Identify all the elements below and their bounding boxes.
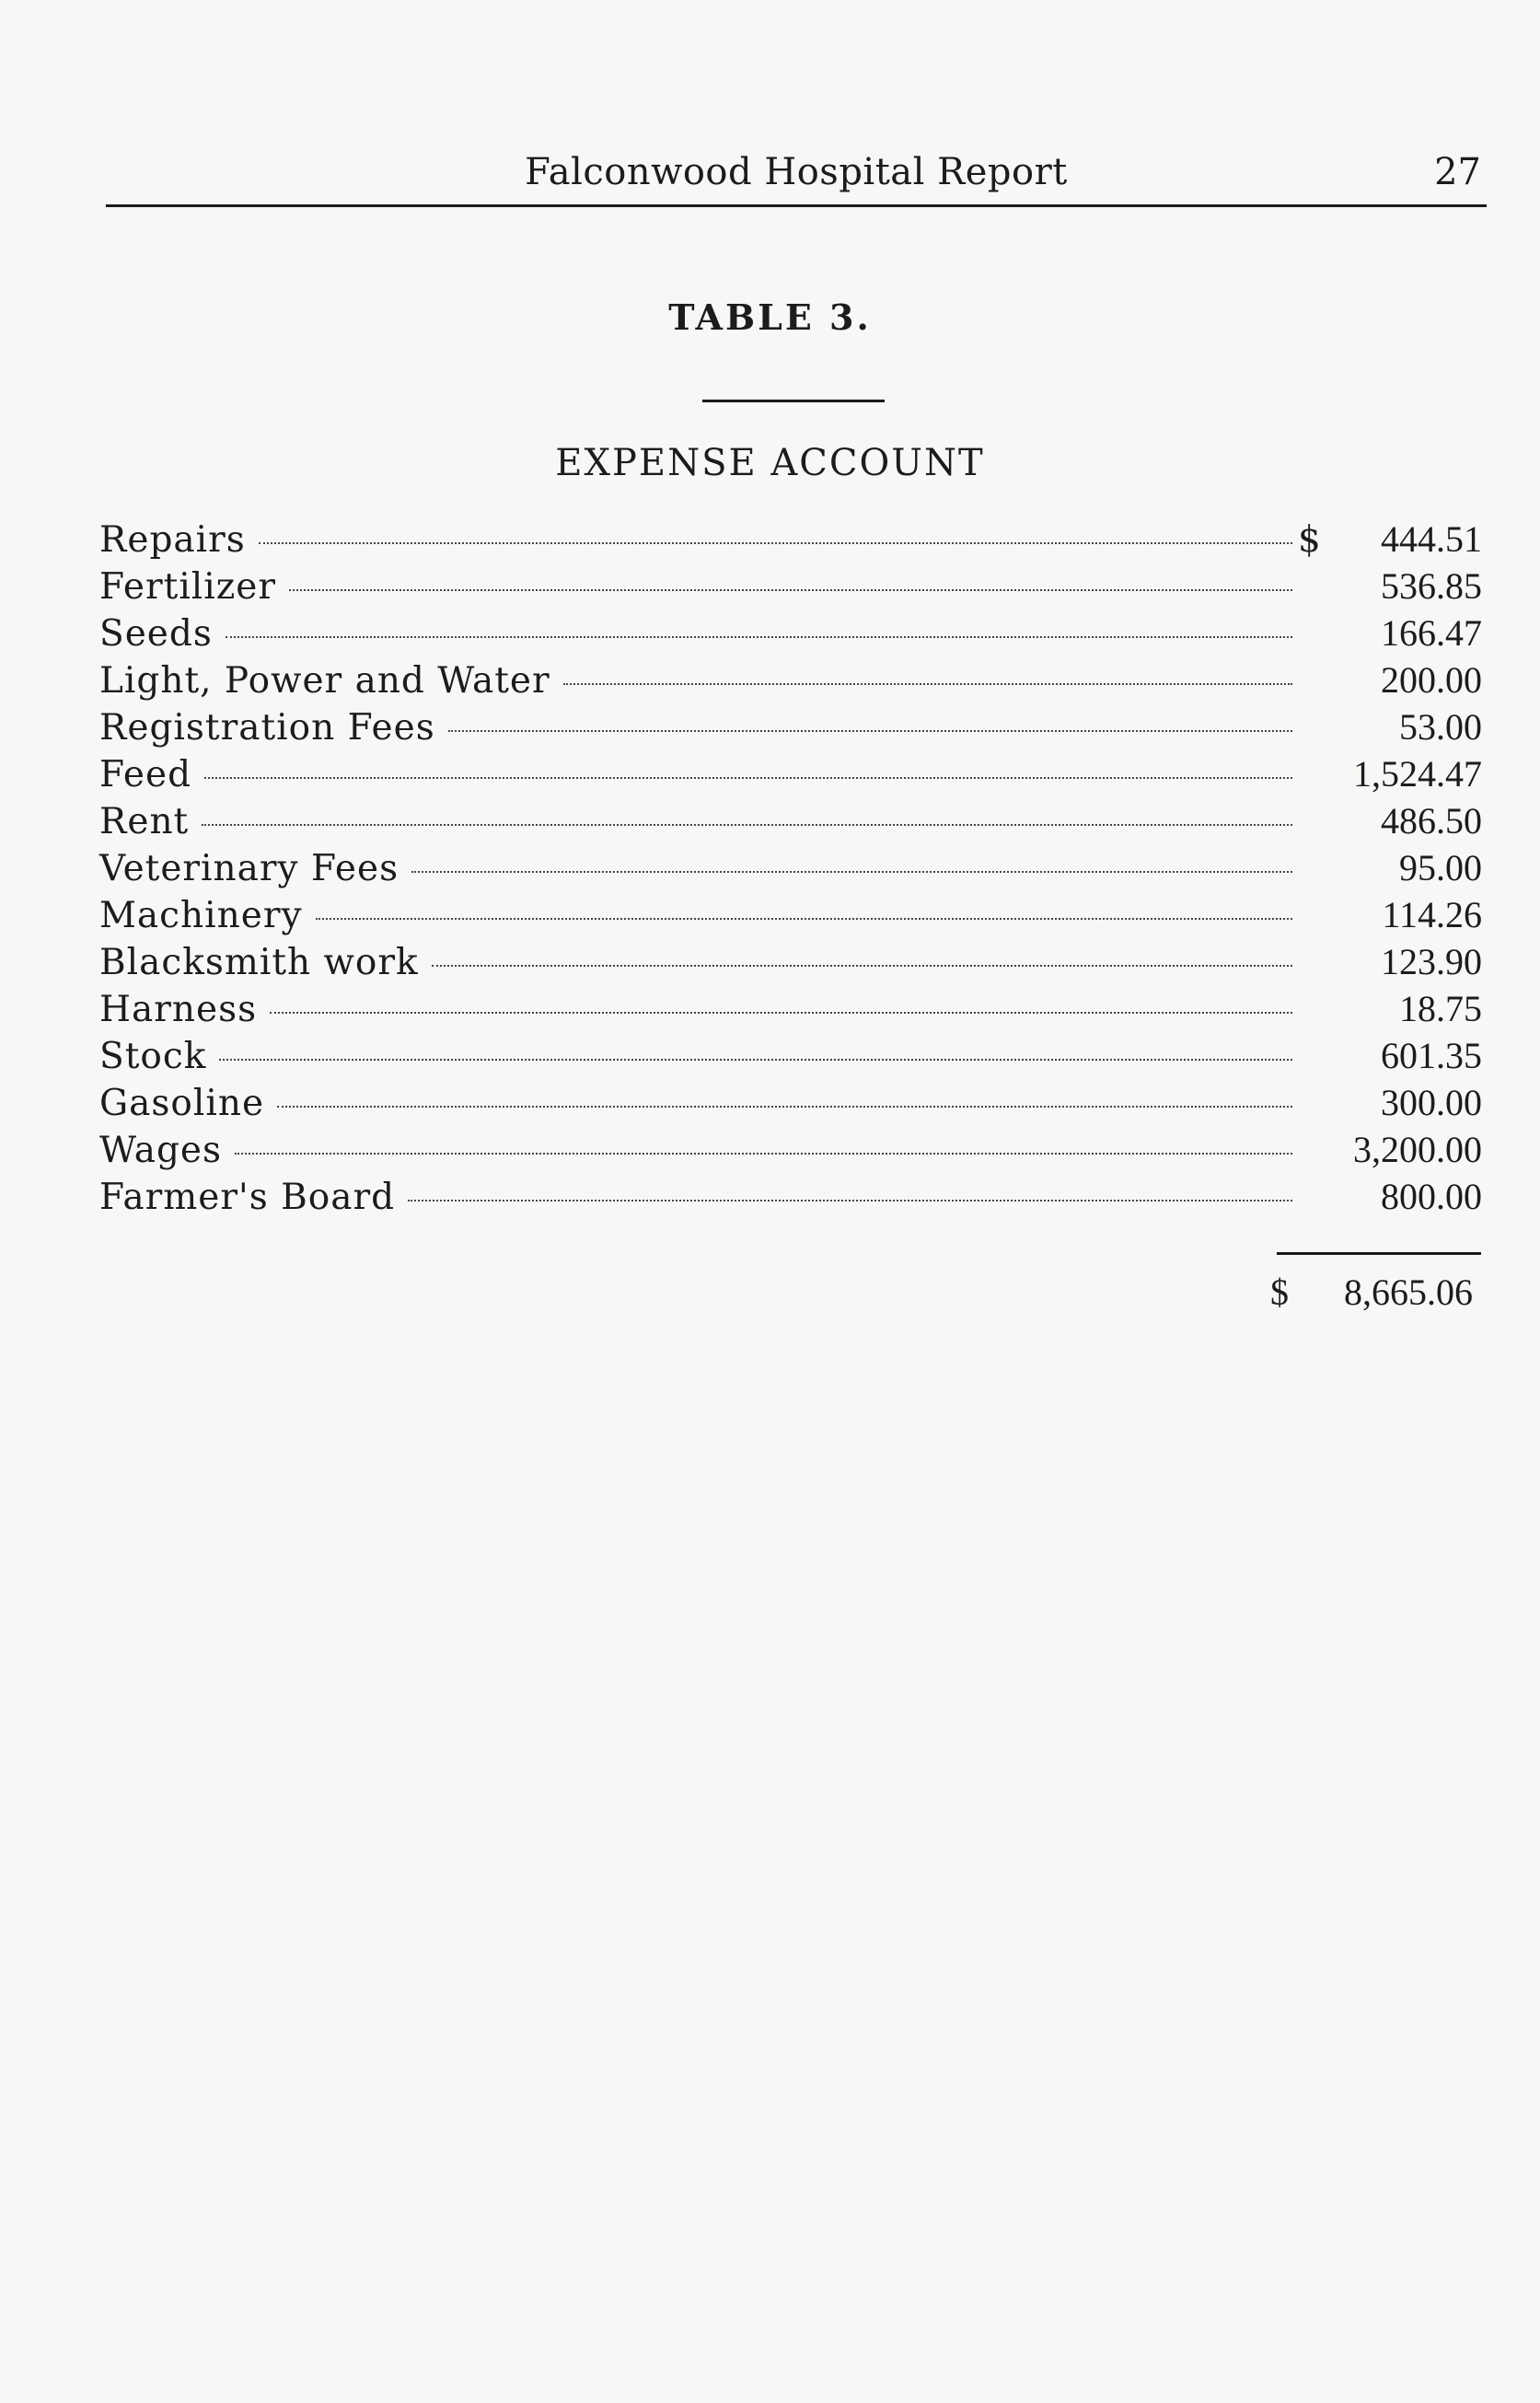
item-label: Blacksmith work [99,942,419,983]
item-label: Repairs [99,519,246,561]
item-amount: 486.50 [1381,800,1482,842]
item-amount: 3,200.00 [1353,1129,1482,1170]
ledger-row-gasoline [99,1079,1482,1126]
ledger-row-registration-fees [99,703,1482,750]
ledger-row-feed [99,750,1482,797]
total-amount [1270,1269,1473,1317]
item-amount: 53.00 [1399,706,1482,748]
ledger-row-rent [99,797,1482,844]
item-label: Machinery [99,895,303,936]
ledger-row-farmers-board [99,1173,1482,1220]
ledger-row-wages [99,1126,1482,1173]
currency-symbol: $ [1298,519,1321,561]
heading-divider [702,400,885,402]
expense-ledger [99,516,1482,1220]
ledger-row-seeds [99,609,1482,656]
item-label: Wages [99,1130,223,1171]
item-label: Seeds [99,613,213,655]
item-label: Gasoline [99,1083,265,1124]
dot-leader [204,777,1292,779]
item-amount: 300.00 [1381,1082,1482,1123]
item-label: Veterinary Fees [99,848,399,889]
item-label: Fertilizer [99,566,277,608]
section-title: EXPENSE ACCOUNT [555,442,985,484]
dot-leader [316,918,1293,920]
item-amount: 166.47 [1381,612,1482,654]
ledger-row-stock [99,1032,1482,1079]
dot-leader [226,636,1292,638]
item-amount: 601.35 [1381,1035,1482,1076]
item-amount: 114.26 [1382,894,1482,935]
dot-leader [563,683,1292,685]
item-label: Stock [99,1036,207,1077]
table-heading: TABLE 3. [668,296,872,338]
total-currency-symbol: $ [1270,1271,1289,1313]
dot-leader [448,730,1292,732]
dot-leader [235,1153,1292,1155]
item-amount: 1,524.47 [1353,753,1482,795]
running-title: Falconwood Hospital Report [525,151,1068,193]
total-rule [1277,1252,1481,1255]
dot-leader [289,589,1292,591]
ledger-row-repairs [99,516,1482,563]
ledger-row-harness [99,985,1482,1032]
dot-leader [270,1012,1292,1014]
item-amount: 200.00 [1381,659,1482,701]
item-amount: 800.00 [1381,1176,1482,1217]
dot-leader [432,965,1292,967]
item-amount: 95.00 [1399,847,1482,888]
dot-leader [408,1200,1292,1202]
ledger-row-blacksmith-work [99,938,1482,985]
item-label: Registration Fees [99,707,435,749]
dot-leader [259,542,1292,544]
item-amount: 123.90 [1381,941,1482,982]
item-amount: 18.75 [1399,988,1482,1029]
dot-leader [411,871,1292,873]
item-label: Feed [99,754,192,795]
ledger-row-veterinary-fees [99,844,1482,891]
dot-leader [277,1106,1292,1108]
ledger-row-machinery [99,891,1482,938]
item-label: Harness [99,989,258,1030]
item-amount: 536.85 [1381,565,1482,607]
page-header [106,145,1487,199]
total-value: 8,665.06 [1344,1271,1473,1313]
item-label: Rent [99,801,190,842]
dot-leader [202,824,1292,826]
item-label: Farmer's Board [99,1177,396,1218]
ledger-row-fertilizer [99,563,1482,609]
dot-leader [219,1059,1292,1061]
ledger-row-light-power-water [99,656,1482,703]
item-amount: 444.51 [1381,518,1482,560]
item-label: Light, Power and Water [99,660,550,702]
header-rule [106,204,1487,207]
page-number: 27 [1434,151,1481,193]
